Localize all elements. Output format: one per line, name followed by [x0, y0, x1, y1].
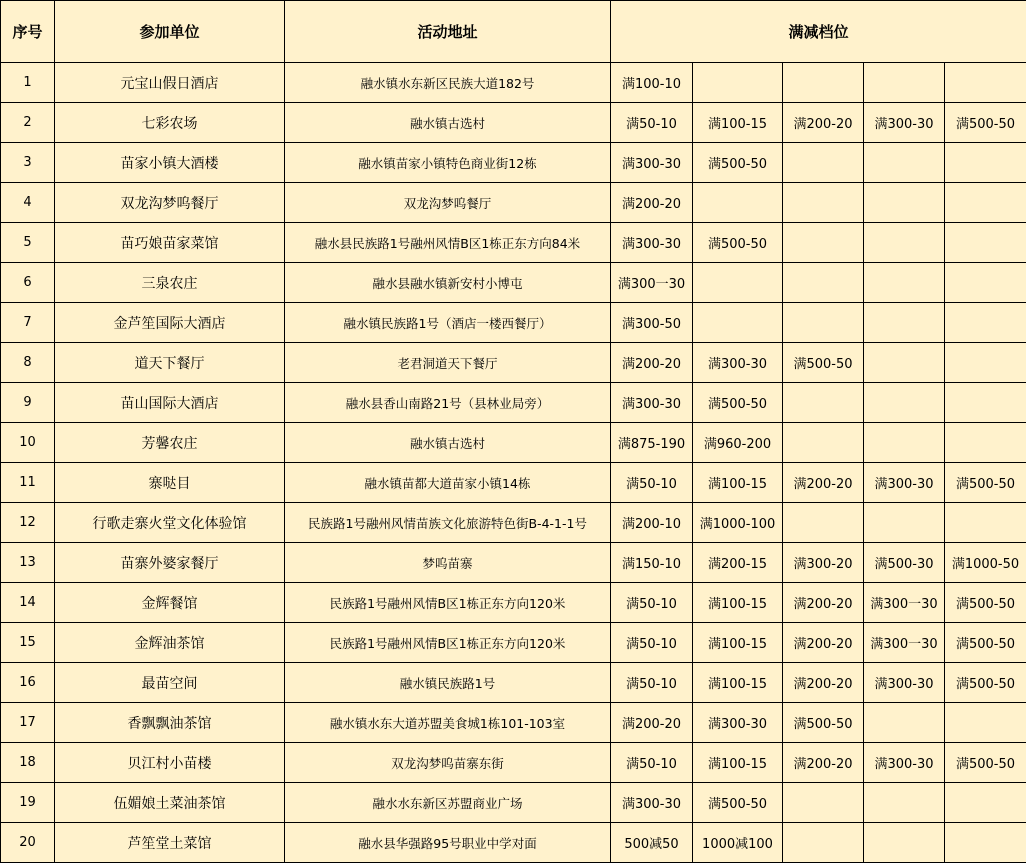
unit-name: 七彩农场	[55, 103, 285, 143]
discount-tier	[864, 263, 945, 303]
discount-tier: 满300-30	[864, 663, 945, 703]
discount-tier: 满100-10	[611, 63, 693, 103]
activity-address: 融水镇古选村	[285, 103, 611, 143]
activity-address: 融水镇古选村	[285, 423, 611, 463]
discount-tier	[783, 183, 864, 223]
row-index: 10	[1, 423, 55, 463]
activity-address: 双龙沟梦呜苗寨东街	[285, 743, 611, 783]
discount-tier	[783, 263, 864, 303]
discount-tier: 满200-20	[611, 343, 693, 383]
discount-tier: 满50-10	[611, 743, 693, 783]
discount-tier	[783, 143, 864, 183]
discount-tier	[945, 703, 1026, 743]
discount-tier	[864, 303, 945, 343]
discount-tier	[945, 303, 1026, 343]
discount-tier: 满100-15	[693, 743, 783, 783]
discount-tier	[783, 423, 864, 463]
discount-tier: 满200-10	[611, 503, 693, 543]
row-index: 20	[1, 823, 55, 863]
row-index: 16	[1, 663, 55, 703]
discount-tier	[693, 183, 783, 223]
discount-tier	[864, 703, 945, 743]
table-row	[1, 503, 1026, 543]
unit-name: 芦笙堂土菜馆	[55, 823, 285, 863]
table-row	[1, 103, 1026, 143]
row-index: 4	[1, 183, 55, 223]
unit-name: 金辉餐馆	[55, 583, 285, 623]
unit-name: 苗寨外婆家餐厅	[55, 543, 285, 583]
discount-tier	[945, 263, 1026, 303]
discount-tier: 满300-30	[864, 463, 945, 503]
discount-tier: 满500-50	[945, 583, 1026, 623]
discount-tier: 满500-50	[945, 743, 1026, 783]
unit-name: 贝江村小苗楼	[55, 743, 285, 783]
discount-tier: 500减50	[611, 823, 693, 863]
discount-tier	[945, 343, 1026, 383]
table-row	[1, 623, 1026, 663]
discount-tier: 满500-50	[945, 463, 1026, 503]
unit-name: 三泉农庄	[55, 263, 285, 303]
row-index: 3	[1, 143, 55, 183]
discount-tier: 满500-50	[693, 783, 783, 823]
table-body	[1, 63, 1026, 863]
activity-address: 双龙沟梦呜餐厅	[285, 183, 611, 223]
discount-tier: 满150-10	[611, 543, 693, 583]
discount-tier: 满100-15	[693, 103, 783, 143]
discount-tier: 满300-30	[693, 703, 783, 743]
discount-tier: 满960-200	[693, 423, 783, 463]
discount-tier	[945, 383, 1026, 423]
row-index: 12	[1, 503, 55, 543]
table-row	[1, 663, 1026, 703]
discount-tier: 满200-20	[611, 703, 693, 743]
table-row	[1, 263, 1026, 303]
discount-tier	[864, 383, 945, 423]
unit-name: 金辉油茶馆	[55, 623, 285, 663]
table-row	[1, 743, 1026, 783]
header-tiers: 满减档位	[611, 1, 1026, 63]
discount-tier	[945, 223, 1026, 263]
discount-tier: 满1000-50	[945, 543, 1026, 583]
table-row	[1, 223, 1026, 263]
discount-tier: 满300-50	[611, 303, 693, 343]
discount-tier	[783, 783, 864, 823]
discount-tier: 满50-10	[611, 623, 693, 663]
table-row	[1, 143, 1026, 183]
discount-tier	[864, 503, 945, 543]
activity-address: 融水水东新区苏盟商业广场	[285, 783, 611, 823]
discount-tier	[783, 303, 864, 343]
discount-tier: 满300-30	[611, 143, 693, 183]
unit-name: 双龙沟梦呜餐厅	[55, 183, 285, 223]
discount-tier	[945, 183, 1026, 223]
table-row	[1, 183, 1026, 223]
row-index: 6	[1, 263, 55, 303]
discount-tier: 满200-15	[693, 543, 783, 583]
activity-address: 融水县融水镇新安村小博屯	[285, 263, 611, 303]
discount-tier: 满200-20	[611, 183, 693, 223]
discount-tier	[864, 143, 945, 183]
table-row	[1, 63, 1026, 103]
discount-tier: 满100-15	[693, 663, 783, 703]
activity-address: 融水镇水东新区民族大道182号	[285, 63, 611, 103]
discount-tier: 满300-20	[783, 543, 864, 583]
activity-address: 梦呜苗寨	[285, 543, 611, 583]
discount-tier: 满200-20	[783, 103, 864, 143]
discount-tier	[945, 63, 1026, 103]
activity-address: 融水镇民族路1号	[285, 663, 611, 703]
discount-tier: 满500-30	[864, 543, 945, 583]
discount-tier	[945, 783, 1026, 823]
discount-tier: 满300-30	[611, 783, 693, 823]
discount-tier: 满200-20	[783, 623, 864, 663]
discount-tier: 满300一30	[611, 263, 693, 303]
unit-name: 金芦笙国际大酒店	[55, 303, 285, 343]
row-index: 15	[1, 623, 55, 663]
activity-address: 民族路1号融州风情B区1栋正东方向120米	[285, 623, 611, 663]
activity-address: 融水县民族路1号融州风情B区1栋正东方向84米	[285, 223, 611, 263]
discount-tier: 满875-190	[611, 423, 693, 463]
discount-tier: 满300一30	[864, 583, 945, 623]
unit-name: 苗山国际大酒店	[55, 383, 285, 423]
discount-tier: 满500-50	[945, 663, 1026, 703]
header-index: 序号	[1, 1, 55, 63]
row-index: 1	[1, 63, 55, 103]
unit-name: 道天下餐厅	[55, 343, 285, 383]
unit-name: 苗家小镇大酒楼	[55, 143, 285, 183]
discount-tier	[945, 503, 1026, 543]
discount-tier	[783, 823, 864, 863]
discount-tier: 满500-50	[783, 703, 864, 743]
unit-name: 元宝山假日酒店	[55, 63, 285, 103]
table-row	[1, 303, 1026, 343]
discount-tier	[864, 783, 945, 823]
discount-tier	[693, 263, 783, 303]
row-index: 2	[1, 103, 55, 143]
discount-tier: 满100-15	[693, 583, 783, 623]
table-row	[1, 463, 1026, 503]
table-row	[1, 343, 1026, 383]
row-index: 14	[1, 583, 55, 623]
discount-tier: 满200-20	[783, 463, 864, 503]
row-index: 11	[1, 463, 55, 503]
header-unit: 参加单位	[55, 1, 285, 63]
discount-tier: 满300-30	[864, 743, 945, 783]
table-row	[1, 783, 1026, 823]
activity-address: 融水镇苗家小镇特色商业街12栋	[285, 143, 611, 183]
row-index: 7	[1, 303, 55, 343]
discount-tier: 满300-30	[693, 343, 783, 383]
row-index: 8	[1, 343, 55, 383]
activity-address: 融水镇水东大道苏盟美食城1栋101-103室	[285, 703, 611, 743]
discount-tier: 满500-50	[945, 103, 1026, 143]
discount-tier: 满300-30	[611, 223, 693, 263]
discount-tier: 满500-50	[693, 383, 783, 423]
discount-tier: 满500-50	[693, 223, 783, 263]
row-index: 9	[1, 383, 55, 423]
discount-tier: 满500-50	[945, 623, 1026, 663]
discount-tier	[864, 423, 945, 463]
table-row	[1, 823, 1026, 863]
discount-tier: 满50-10	[611, 583, 693, 623]
discount-tier	[783, 223, 864, 263]
discount-tier: 满300一30	[864, 623, 945, 663]
activity-address: 民族路1号融州风情B区1栋正东方向120米	[285, 583, 611, 623]
discount-tier	[693, 303, 783, 343]
header-row	[1, 1, 1026, 63]
discount-tier	[945, 823, 1026, 863]
discount-tier: 满50-10	[611, 663, 693, 703]
table-row	[1, 583, 1026, 623]
header-address: 活动地址	[285, 1, 611, 63]
discount-tier	[693, 63, 783, 103]
discount-tier	[783, 383, 864, 423]
discount-tier: 满100-15	[693, 623, 783, 663]
activity-address: 融水镇苗都大道苗家小镇14栋	[285, 463, 611, 503]
row-index: 19	[1, 783, 55, 823]
discount-tier: 满200-20	[783, 663, 864, 703]
discount-tier: 1000减100	[693, 823, 783, 863]
unit-name: 芳馨农庄	[55, 423, 285, 463]
discount-tier: 满200-20	[783, 583, 864, 623]
unit-name: 行歌走寨火堂文化体验馆	[55, 503, 285, 543]
row-index: 18	[1, 743, 55, 783]
discount-tier: 满300-30	[611, 383, 693, 423]
activity-address: 融水镇民族路1号（酒店一楼西餐厅）	[285, 303, 611, 343]
discount-tier	[864, 183, 945, 223]
unit-name: 伍媚娘土菜油茶馆	[55, 783, 285, 823]
unit-name: 香飘飘油茶馆	[55, 703, 285, 743]
activity-address: 民族路1号融州风情苗族文化旅游特色街B-4-1-1号	[285, 503, 611, 543]
discount-tier	[945, 423, 1026, 463]
unit-name: 最苗空间	[55, 663, 285, 703]
discount-tier: 满300-30	[864, 103, 945, 143]
table-row	[1, 703, 1026, 743]
discount-tier	[864, 223, 945, 263]
discount-tier: 满1000-100	[693, 503, 783, 543]
discount-tier: 满50-10	[611, 463, 693, 503]
discount-tier	[783, 503, 864, 543]
activity-address: 融水县华强路95号职业中学对面	[285, 823, 611, 863]
row-index: 13	[1, 543, 55, 583]
discount-tier: 满200-20	[783, 743, 864, 783]
table-row	[1, 423, 1026, 463]
activity-address: 融水县香山南路21号（县林业局旁）	[285, 383, 611, 423]
discount-tier	[945, 143, 1026, 183]
discount-tier: 满500-50	[783, 343, 864, 383]
table-row	[1, 543, 1026, 583]
activity-address: 老君洞道天下餐厅	[285, 343, 611, 383]
discount-tier	[783, 63, 864, 103]
discount-tier: 满500-50	[693, 143, 783, 183]
discount-tier: 满100-15	[693, 463, 783, 503]
discount-tier	[864, 343, 945, 383]
table-row	[1, 383, 1026, 423]
unit-name: 苗巧娘苗家菜馆	[55, 223, 285, 263]
row-index: 17	[1, 703, 55, 743]
unit-name: 寨哒目	[55, 463, 285, 503]
row-index: 5	[1, 223, 55, 263]
discount-tier	[864, 63, 945, 103]
discount-tier	[864, 823, 945, 863]
discount-tier: 满50-10	[611, 103, 693, 143]
